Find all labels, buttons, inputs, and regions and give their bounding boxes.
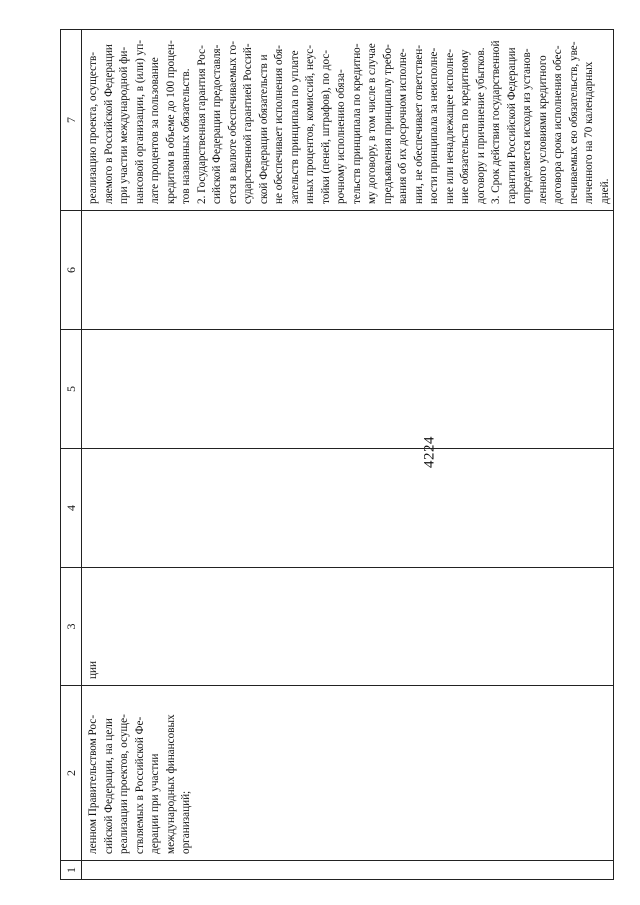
text-line: зательств принципала по уплате [288, 50, 301, 204]
text-line: му договору, в том числе в случае [366, 43, 378, 204]
text-line: ствляемых в Российской Фе- [133, 716, 146, 854]
text-line: нансовой организации, в (или) уп- [133, 40, 146, 204]
text-line: ется в валюте обеспечиваемых го- [226, 41, 239, 204]
text-line: печиваемых ею обязательств, уве- [567, 41, 580, 204]
text-line: международных финансовых [164, 714, 177, 854]
cell-col2 [82, 686, 614, 861]
text-line: ние обязательств по кредитному [459, 49, 471, 204]
cell-col4 [82, 449, 614, 568]
col3-text [82, 568, 102, 685]
text-line: сийской Федерации, на цели [102, 718, 115, 854]
text-line: тойки (пеней, штрафов), по дос- [319, 49, 332, 204]
cell-col5 [82, 330, 614, 449]
text-line: ции [87, 661, 99, 679]
text-line: ленном Правительством Рос- [87, 714, 99, 854]
text-line: организаций; [180, 790, 192, 854]
text-line: ности принципала за неисполне- [428, 47, 440, 204]
text-line: реализации проектов, осуще- [118, 714, 130, 854]
text-line: нии, не обеспечивает ответствен- [412, 45, 425, 204]
column-header-2: 2 [61, 686, 82, 861]
cell-col6 [82, 211, 614, 330]
text-line: личенного на 70 календарных [583, 61, 595, 204]
text-line: дерации при участии [149, 753, 161, 854]
text-line: договора срока исполнения обес- [552, 45, 564, 204]
text-line: лате процентов за пользование [149, 57, 161, 204]
text-line: ляемого в Российской Федерации [102, 44, 115, 204]
column-header-3: 3 [61, 568, 82, 686]
column-header-1: 1 [61, 861, 82, 880]
cell-col3 [82, 568, 614, 686]
text-line: реализацию проекта, осуществ- [87, 52, 99, 204]
text-line: рочному исполнению обяза- [335, 69, 347, 204]
text-line: не обеспечивает исполнения обя- [273, 45, 285, 204]
text-line: предъявления принципалу требо- [381, 44, 394, 204]
text-line: ние или ненадлежащее исполне- [443, 49, 456, 204]
text-line: кредитом в объеме до 100 процен- [164, 40, 177, 204]
text-line: при участии международной фи- [118, 46, 130, 204]
table-header-row [61, 30, 82, 880]
table-row [82, 30, 614, 880]
page-number: 4224 [421, 436, 438, 468]
text-line: вания об их досрочном исполне- [397, 48, 409, 204]
text-line: 2. Государственная гарантия Рос- [195, 45, 208, 204]
text-line: дней. [598, 178, 611, 204]
text-line: 3. Срок действия государственной [490, 40, 502, 204]
col7-text [82, 30, 613, 210]
document-table [60, 29, 614, 880]
text-line: сийской Федерации предоставля- [211, 44, 223, 204]
col2-text [82, 686, 195, 860]
text-line: иных процентов, комиссий, неус- [304, 45, 316, 204]
cell-col7 [82, 30, 614, 211]
cell-col1 [82, 861, 614, 880]
text-line: определяется исходя из установ- [521, 48, 533, 204]
text-line: тов названных обязательств. [180, 68, 192, 204]
rotated-table-page [60, 30, 611, 880]
column-header-4: 4 [61, 449, 82, 568]
text-line: тельств принципала по кредитно- [350, 43, 363, 204]
column-header-5: 5 [61, 330, 82, 449]
text-line: ленного условиями кредитного [536, 55, 549, 204]
text-line: сударственной гарантией Россий- [242, 43, 254, 204]
text-line: договору и причинение убытков. [474, 47, 487, 204]
column-header-6: 6 [61, 211, 82, 330]
column-header-7: 7 [61, 30, 82, 211]
text-line: гарантии Российской Федерации [505, 47, 518, 204]
text-line: ской Федерации обязательств и [257, 54, 270, 204]
